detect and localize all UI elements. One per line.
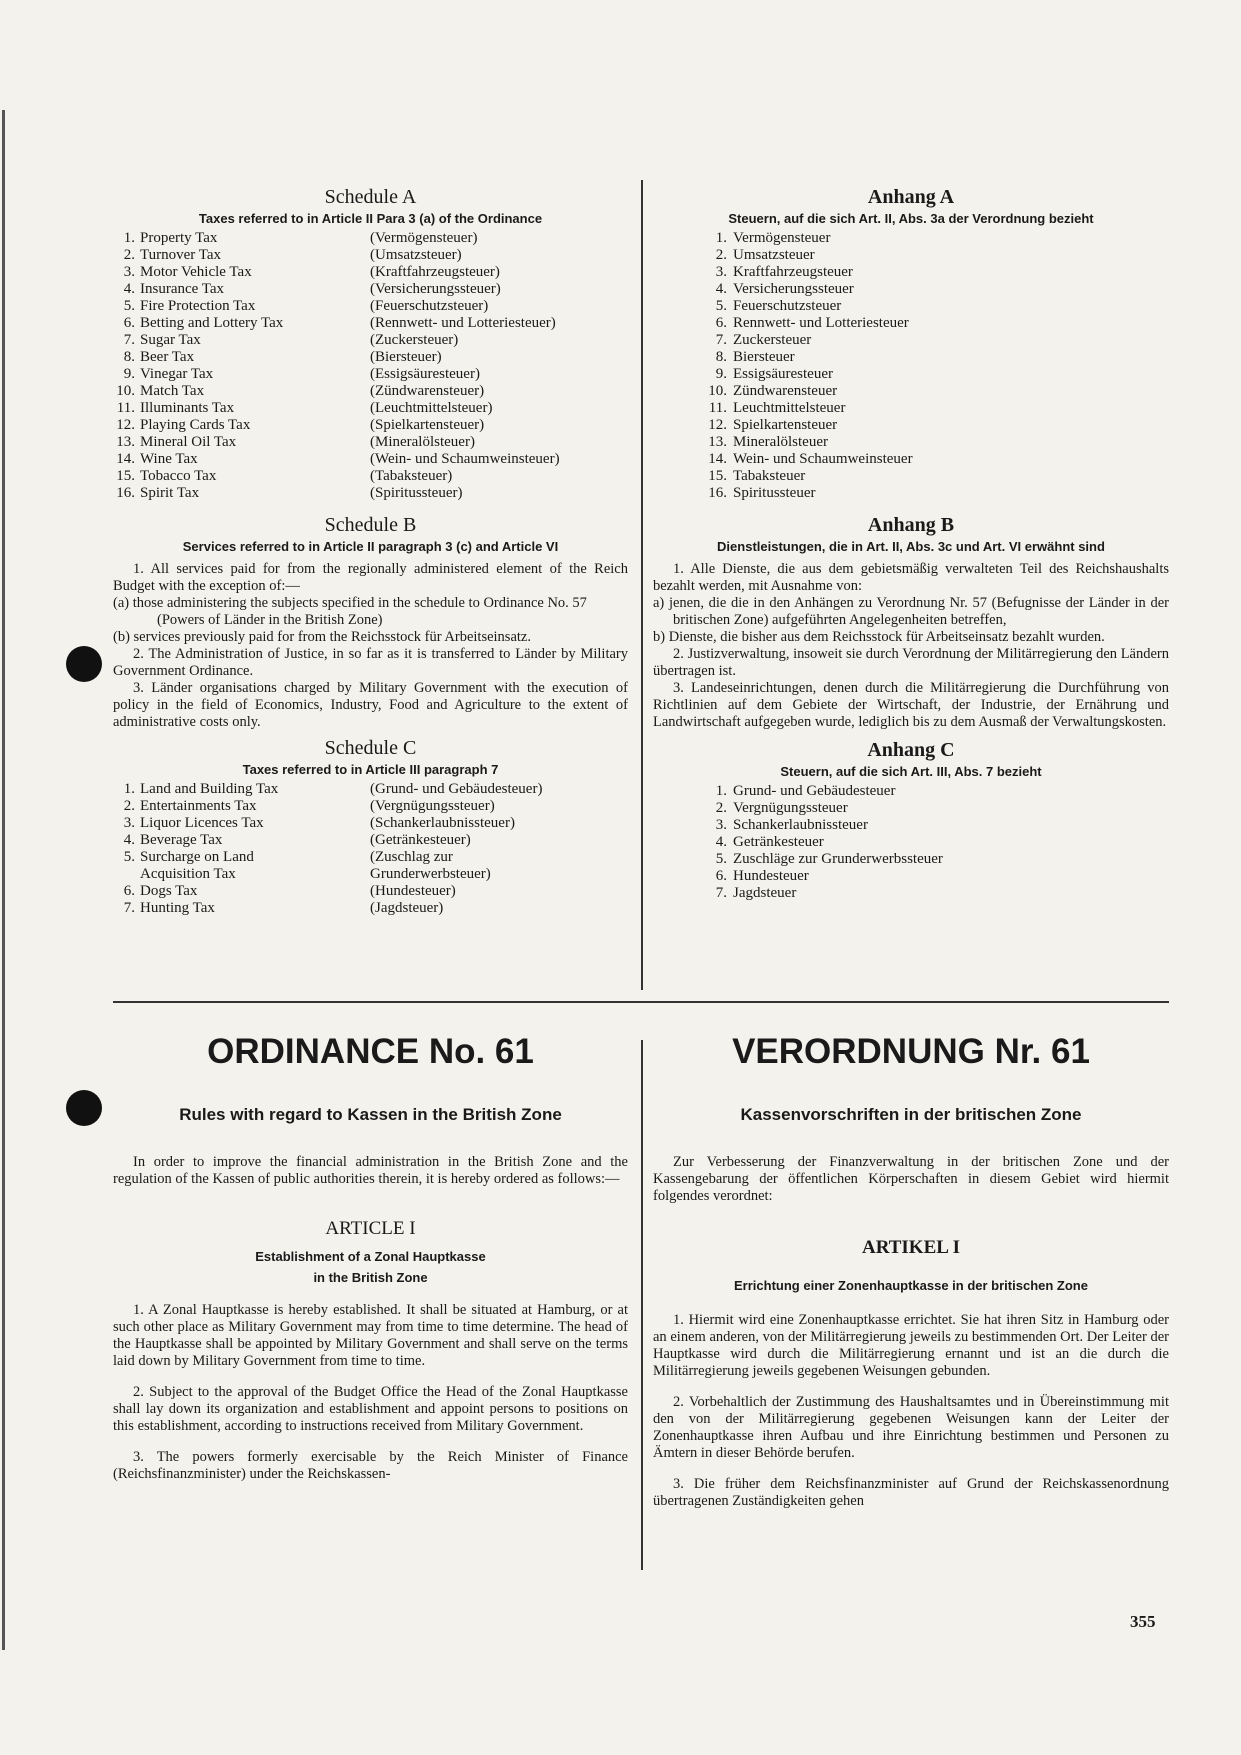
item-german: (Zuschlag zur (370, 849, 453, 865)
item-english: Motor Vehicle Tax (140, 264, 252, 280)
anhang-a-subtitle: Steuern, auf die sich Art. II, Abs. 3a der Verordnung bezieht (728, 211, 1094, 226)
item-german: Zuckersteuer (733, 332, 812, 348)
item-german: (Umsatzsteuer) (370, 247, 462, 263)
horizontal-separator (113, 1001, 1169, 1003)
anhang-b-para-1b: b) Dienste, die bisher aus dem Reichsstock für Arbeitseinsatz bezahlt wurden. (653, 629, 1105, 645)
schedule-c-list (113, 781, 628, 917)
item-english: Turnover Tax (140, 247, 222, 263)
item-english: Match Tax (140, 383, 205, 399)
schedule-b-title: Schedule B (324, 514, 417, 536)
item-number: 5. (123, 298, 135, 314)
item-english: Entertainments Tax (140, 798, 257, 814)
item-english: Beer Tax (140, 349, 195, 365)
item-english: Hunting Tax (140, 900, 215, 916)
item-german: Leuchtmittelsteuer (733, 400, 846, 416)
item-number: 9. (123, 366, 135, 382)
item-number: 3. (715, 264, 727, 280)
item-german: Rennwett- und Lotteriesteuer (733, 315, 909, 331)
list-item (653, 800, 1169, 817)
anhang-a-title: Anhang A (867, 186, 955, 208)
item-german: (Zündwarensteuer) (370, 383, 485, 399)
item-number: 7. (123, 900, 135, 916)
list-item (653, 468, 1169, 485)
list-item (113, 417, 628, 434)
item-german: (Essigsäuresteuer) (370, 366, 480, 382)
page-number: 355 (1130, 1612, 1156, 1631)
list-item (113, 815, 628, 832)
item-english: Land and Building Tax (140, 781, 279, 797)
intro-en: In order to improve the financial administration in the British Zone and the regulation of the Kassen of public authorities therein, it is hereby ordered as follows:— (113, 1154, 628, 1187)
item-english: Playing Cards Tax (140, 417, 251, 433)
list-item (113, 434, 628, 451)
list-item (113, 383, 628, 400)
item-german: Schankerlaubnissteuer (733, 817, 868, 833)
ordinance-title-en: ORDINANCE No. 61 (207, 1032, 534, 1071)
item-english: Illuminants Tax (140, 400, 235, 416)
schedule-b-para-1a-note: (Powers of Länder in the British Zone) (157, 612, 383, 628)
punch-hole (66, 646, 102, 682)
schedule-b-subtitle: Services referred to in Article II paragraph 3 (c) and Article VI (182, 539, 559, 554)
item-number: 10. (708, 383, 727, 399)
schedule-a-list (113, 230, 628, 502)
item-number: 6. (715, 868, 727, 884)
anhang-b-subtitle: Dienstleistungen, die in Art. II, Abs. 3c und Art. VI erwähnt sind (717, 539, 1105, 554)
item-number: 2. (123, 247, 135, 263)
list-item (113, 349, 628, 366)
item-german: Zündwarensteuer (733, 383, 838, 399)
item-german: Kraftfahrzeugsteuer (733, 264, 853, 280)
item-english: Property Tax (140, 230, 218, 246)
list-item (113, 900, 628, 917)
list-item (113, 485, 628, 502)
ordinance-body-de (653, 1154, 1169, 1510)
list-item (113, 332, 628, 349)
schedules-german (653, 182, 1169, 902)
list-item (653, 434, 1169, 451)
item-number: 8. (123, 349, 135, 365)
ordinance-subtitle-de: Kassenvorschriften in der britischen Zone (740, 1105, 1082, 1124)
item-german: Spiritussteuer (733, 485, 816, 501)
article-1-para-1-de: 1. Hiermit wird eine Zonenhauptkasse errichtet. Sie hat ihren Sitz in Hamburg oder an einem anderen, von der Militärregierung jeweils zu bestimmenden Ort. Der Leiter der Hauptkasse wird durch die Militärregierung ernannt und ist an die durch die Militärregierung jeweils gegebenen Weisungen gebunden. (653, 1312, 1169, 1379)
item-english: Wine Tax (140, 451, 198, 467)
item-number: 6. (123, 315, 135, 331)
column-separator-top (641, 180, 643, 990)
list-item (113, 883, 628, 900)
item-number: 3. (123, 264, 135, 280)
item-english: Liquor Licences Tax (140, 815, 264, 831)
list-item (653, 366, 1169, 383)
item-number: 11. (116, 400, 135, 416)
item-number: 4. (715, 834, 727, 850)
item-german: Biersteuer (733, 349, 795, 365)
item-german: Grunderwerbsteuer) (370, 866, 491, 882)
item-german: Tabaksteuer (733, 468, 806, 484)
item-german: Spielkartensteuer (733, 417, 838, 433)
item-number: 3. (123, 815, 135, 831)
list-item (653, 247, 1169, 264)
punch-hole (66, 1090, 102, 1126)
article-1-heading-en-2: in the British Zone (313, 1270, 428, 1285)
item-german: (Rennwett- und Lotteriesteuer) (370, 315, 556, 331)
item-german: Grund- und Gebäudesteuer (733, 783, 896, 799)
list-item (113, 451, 628, 468)
item-english: Mineral Oil Tax (140, 434, 237, 450)
item-number: 8. (715, 349, 727, 365)
item-number: 1. (715, 783, 727, 799)
list-item (653, 851, 1169, 868)
list-item (113, 264, 628, 281)
anhang-a-list (653, 230, 1169, 502)
item-number: 3. (715, 817, 727, 833)
schedule-b-para-1a: (a) those administering the subjects specified in the schedule to Ordinance No. 57 (113, 595, 587, 611)
item-english: Surcharge on Land (140, 849, 254, 865)
anhang-b-para-1a: a) jenen, die die in den Anhängen zu Verordnung Nr. 57 (Befugnisse der Länder in der britischen Zone) aufgeführten Angelegenheiten betreffen, (653, 595, 1169, 628)
item-german: Wein- und Schaumweinsteuer (733, 451, 913, 467)
article-1-title-en: ARTICLE I (325, 1218, 416, 1239)
item-german: (Grund- und Gebäudesteuer) (370, 781, 543, 797)
item-german: Vergnügungssteuer (733, 800, 848, 816)
list-item (113, 798, 628, 815)
list-item (113, 400, 628, 417)
item-german: (Tabaksteuer) (370, 468, 453, 484)
list-item (113, 781, 628, 798)
item-german: Hundesteuer (733, 868, 809, 884)
list-item (653, 281, 1169, 298)
item-german: Versicherungssteuer (733, 281, 854, 297)
list-item (113, 281, 628, 298)
item-number: 16. (708, 485, 727, 501)
item-german: (Spielkartensteuer) (370, 417, 485, 433)
item-number: 16. (116, 485, 135, 501)
item-german: (Wein- und Schaumweinsteuer) (370, 451, 560, 467)
list-item (653, 315, 1169, 332)
item-german: Essigsäuresteuer (733, 366, 833, 382)
anhang-c-title: Anhang C (867, 739, 955, 761)
list-item (113, 849, 628, 866)
item-english: Vinegar Tax (140, 366, 214, 382)
list-item (113, 832, 628, 849)
item-number: 7. (123, 332, 135, 348)
schedule-b-para-2: 2. The Administration of Justice, in so far as it is transferred to Länder by Military Government Ordinance. (113, 646, 628, 679)
list-item (653, 451, 1169, 468)
list-item (653, 332, 1169, 349)
item-english: Acquisition Tax (140, 866, 236, 882)
list-item (113, 468, 628, 485)
item-german: (Vergnügungssteuer) (370, 798, 495, 814)
item-number: 15. (708, 468, 727, 484)
item-english: Beverage Tax (140, 832, 223, 848)
list-item (653, 485, 1169, 502)
item-german: Feuerschutzsteuer (733, 298, 842, 314)
list-item (653, 783, 1169, 800)
item-number: 2. (123, 798, 135, 814)
anhang-c-subtitle: Steuern, auf die sich Art. III, Abs. 7 bezieht (780, 764, 1042, 779)
anhang-b-title: Anhang B (867, 514, 955, 536)
schedule-c-title: Schedule C (324, 737, 417, 759)
item-number: 9. (715, 366, 727, 382)
item-german: (Zuckersteuer) (370, 332, 459, 348)
schedules-english (113, 182, 628, 917)
article-1-para-3-en: 3. The powers formerly exercisable by the Reich Minister of Finance (Reichsfinanzminister) under the Reichskassen- (113, 1449, 628, 1482)
item-number: 2. (715, 247, 727, 263)
item-english: Insurance Tax (140, 281, 225, 297)
item-german: Vermögensteuer (733, 230, 831, 246)
schedule-b-para-3: 3. Länder organisations charged by Military Government with the execution of policy in the field of Economics, Industry, Food and Agriculture to the extent of administrative costs only. (113, 680, 628, 730)
list-item (113, 247, 628, 264)
item-number: 4. (123, 832, 135, 848)
item-number: 1. (123, 781, 135, 797)
item-german: (Feuerschutzsteuer) (370, 298, 489, 314)
item-number: 12. (116, 417, 135, 433)
item-english: Dogs Tax (140, 883, 198, 899)
item-german: (Versicherungssteuer) (370, 281, 501, 297)
article-1-title-de: ARTIKEL I (861, 1237, 961, 1258)
item-german: (Mineralölsteuer) (370, 434, 475, 450)
item-number: 5. (715, 298, 727, 314)
item-number: 4. (715, 281, 727, 297)
article-1-para-1-en: 1. A Zonal Hauptkasse is hereby established. It shall be situated at Hamburg, or at such other place as Military Government may from time to time determine. The head of the Hauptkasse shall be appointed by Military Government and shall serve on the terms laid down by Military Government from time to time. (113, 1302, 628, 1369)
schedule-b-para-1: 1. All services paid for from the regionally administered element of the Reich Budget with the exception of:— (113, 561, 628, 594)
item-number: 13. (708, 434, 727, 450)
item-german: (Jagdsteuer) (370, 900, 444, 916)
list-item (653, 230, 1169, 247)
schedule-c-subtitle: Taxes referred to in Article III paragraph 7 (242, 762, 499, 777)
item-number: 7. (715, 885, 727, 901)
item-english: Fire Protection Tax (140, 298, 256, 314)
article-1-heading-en-1: Establishment of a Zonal Hauptkasse (255, 1249, 486, 1264)
intro-de: Zur Verbesserung der Finanzverwaltung in der britischen Zone und der Kassengebarung der öffentlichen Körperschaften in diesem Gebiet wird hiermit folgendes verordnet: (653, 1154, 1169, 1204)
item-number: 14. (708, 451, 727, 467)
ordinance-body-en (113, 1154, 628, 1483)
list-item (653, 349, 1169, 366)
list-item (653, 885, 1169, 902)
column-separator-bottom (641, 1040, 643, 1570)
item-number: 12. (708, 417, 727, 433)
item-english: Sugar Tax (140, 332, 201, 348)
item-number: 6. (715, 315, 727, 331)
item-german: (Getränkesteuer) (370, 832, 471, 848)
anhang-b-para-2: 2. Justizverwaltung, insoweit sie durch Verordnung der Militärregierung den Ländern übertragen ist. (653, 646, 1169, 679)
anhang-b-para-3: 3. Landeseinrichtungen, denen durch die Militärregierung die Durchführung von Richtlinien auf dem Gebiete der Wirtschaft, der Industrie, der Ernährung und Landwirtschaft aufgegeben wurde, lediglich bis zu dem Ausmaß der Verwaltungskosten. (653, 680, 1169, 730)
item-number: 6. (123, 883, 135, 899)
ordinance-title-de: VERORDNUNG Nr. 61 (732, 1032, 1090, 1071)
item-german: Zuschläge zur Grunderwerbssteuer (733, 851, 943, 867)
item-german: Mineralölsteuer (733, 434, 828, 450)
list-item (653, 383, 1169, 400)
item-number: 4. (123, 281, 135, 297)
item-german: (Hundesteuer) (370, 883, 456, 899)
list-item (653, 868, 1169, 885)
item-number: 10. (116, 383, 135, 399)
item-number: 5. (715, 851, 727, 867)
list-item (653, 400, 1169, 417)
list-item (113, 366, 628, 383)
item-german: (Biersteuer) (370, 349, 442, 365)
list-item (653, 817, 1169, 834)
ordinance-subtitle-en: Rules with regard to Kassen in the British Zone (179, 1105, 562, 1124)
list-item (653, 264, 1169, 281)
item-english: Spirit Tax (140, 485, 200, 501)
item-german: Umsatzsteuer (733, 247, 815, 263)
item-number: 1. (715, 230, 727, 246)
item-german: (Spiritussteuer) (370, 485, 463, 501)
anhang-b-para-1: 1. Alle Dienste, die aus dem gebietsmäßig verwalteten Teil des Reichshaushalts bezahlt werden, mit Ausnahme von: (653, 561, 1169, 594)
item-number: 7. (715, 332, 727, 348)
list-item (653, 834, 1169, 851)
list-item (653, 417, 1169, 434)
item-number: 15. (116, 468, 135, 484)
scan-edge-rule (2, 110, 5, 1650)
list-item (653, 298, 1169, 315)
item-number: 13. (116, 434, 135, 450)
item-german: (Kraftfahrzeugsteuer) (370, 264, 500, 280)
article-1-para-2-en: 2. Subject to the approval of the Budget Office the Head of the Zonal Hauptkasse shall lay down its organization and establishment and appoint persons to positions on this establishment, according to instructions received from Military Government. (113, 1384, 628, 1434)
item-german: (Leuchtmittelsteuer) (370, 400, 493, 416)
item-number (113, 866, 135, 883)
item-german: Jagdsteuer (733, 885, 797, 901)
schedule-a-title: Schedule A (324, 186, 417, 208)
article-1-para-3-de: 3. Die früher dem Reichsfinanzminister auf Grund der Reichskassenordnung übertragenen Zuständigkeiten gehen (653, 1476, 1169, 1509)
item-english: Betting and Lottery Tax (140, 315, 284, 331)
article-1-para-2-de: 2. Vorbehaltlich der Zustimmung des Haushaltsamtes und in Übereinstimmung mit den von der Militärregierung gegebenen Weisungen kann der Leiter der Zonenhauptkasse ihren Aufbau und ihre Einrichtung bestimmen und Personen zu Ämtern in dieser Behörde berufen. (653, 1394, 1169, 1461)
schedule-b-para-1b: (b) services previously paid for from the Reichsstock für Arbeitseinsatz. (113, 629, 531, 645)
item-number: 1. (123, 230, 135, 246)
list-item (113, 866, 628, 883)
item-number: 11. (708, 400, 727, 416)
article-1-heading-de: Errichtung einer Zonenhauptkasse in der britischen Zone (734, 1278, 1088, 1293)
anhang-c-list (653, 783, 1169, 902)
list-item (113, 230, 628, 247)
item-english: Tobacco Tax (140, 468, 217, 484)
list-item (113, 315, 628, 332)
item-german: (Schankerlaubnissteuer) (370, 815, 515, 831)
list-item (113, 298, 628, 315)
item-number: 14. (116, 451, 135, 467)
item-german: Getränkesteuer (733, 834, 824, 850)
item-german: (Vermögensteuer) (370, 230, 478, 246)
item-number: 5. (123, 849, 135, 865)
item-number: 2. (715, 800, 727, 816)
schedule-a-subtitle: Taxes referred to in Article II Para 3 (a) of the Ordinance (198, 211, 543, 226)
